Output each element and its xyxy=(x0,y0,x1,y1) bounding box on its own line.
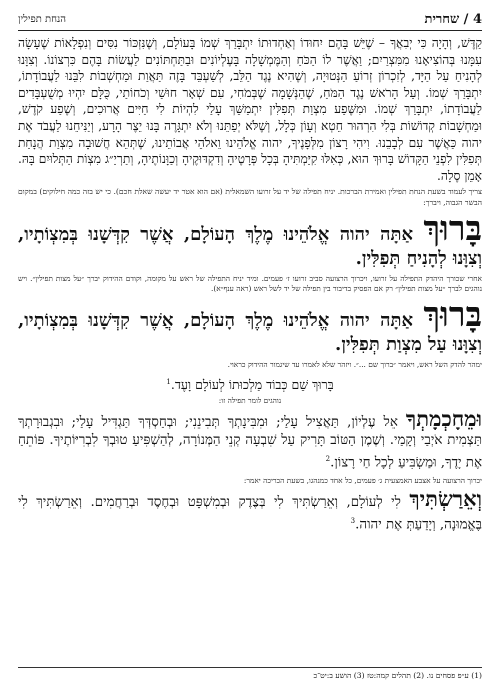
prayer-text: אֵל עֶלְיוֹן, תַּאֲצִיל עָלַי; וּמִבִּינָתְךָ תְּבִינֵנִי; וּבְחַסְדְּךָ תַּגְדִּיל עָלַי; וּבִגְבוּרָתְךָ תַּצְמִית אֹיְבַי וְקָמַי. וְשֶׁמֶן הַטּוֹב תָּרִיק עַל שִׁבְעָה קְנֵי הַמְּנוֹרָה, לְהַשְׁפִּיעַ טוּבְךָ לִבְרִיּוֹתֶיךָ. פּוֹתֵחַ אֶת יָדֶךָ, וּמַשְׂבִּיעַ לְכָל חַי רָצוֹן. xyxy=(18,415,482,471)
prayer-opening-word: וְאֵרַשְׂתִּיךְ xyxy=(409,485,482,511)
page-label: 4 / שחרית xyxy=(424,12,482,27)
prayer-text: לִי לְעוֹלָם, וְאֵרַשְׂתִּיךְ לִי בְּצֶדֶק וּבְמִשְׁפָּט וּבְחֶסֶד וּבְרַחֲמִים. וְאֵרַשְׂתִּיךְ לִי בֶּאֱמוּנָה, וְיָדַעַתְּ אֶת יהוה. xyxy=(18,494,482,533)
blessing-opening-word: בָּרוּךְ xyxy=(423,295,482,336)
instruction-note-4: נוהגים לומר תפילה זו: xyxy=(218,396,282,406)
blessing-text: אַתָּה יהוה אֱלֹהֵינוּ מֶלֶךְ הָעוֹלָם, אֲשֶׁר קִדְּשָׁנוּ בְּמִצְוֹתָיו, וְצִוָּנוּ עַל מִצְוַת תְּפִלִּין. xyxy=(18,310,482,356)
instruction-note-3: ימהר להדק השל ראש, ויאמר ״ברוך שם ...״. ויזהר שלא לאמרו עד שיגמור ההידוק כראוי. xyxy=(227,360,482,370)
instruction-note-5: יכרוך הרצועה על אצבע האמצעית ג׳ פעמים, כל אחד כמנהגו, בשעת הכריכה יאמר: xyxy=(243,475,482,485)
page-footnotes: (1) ע״פ פסחים נו. (2) תהלים קמה:טז (3) הושע ב:יט־כ xyxy=(18,667,482,680)
blessing-text: אַתָּה יהוה אֱלֹהֵינוּ מֶלֶךְ הָעוֹלָם, אֲשֶׁר קִדְּשָׁנוּ בְּמִצְוֹתָיו, וְצִוָּנוּ לְהָנִיחַ תְּפִלִּין. xyxy=(18,224,482,270)
main-paragraph: קַדֶּשׁ, וְהָיָה כִּי יְבִאֲךָ – שֶׁיֵּשׁ בָּהֶם יִחוּדוֹ וְאַחְדוּתוֹ יִתְבָּרַךְ שְׁמוֹ בָּעוֹלָם, וְשֶׁנִּזְכּוֹר נִסִּים וְנִפְלָאוֹת שֶׁעָשָׂה עִמָּנוּ בְּהוֹצִיאָנוּ מִמִּצְרַיִם; וַאֲשֶׁר לוֹ הַכֹּחַ וְהַמֶּמְשָׁלָה בָּעֶלְיוֹנִים וּבַתַּחְתּוֹנִים לַעֲשׂוֹת בָּהֶם כִּרְצוֹנוֹ. וְצִוָּנוּ לְהָנִיחַ עַל הַיָּד, לְזִכְרוֹן זְרוֹעַ הַנְּטוּיָה, וְשֶׁהִיא נֶגֶד הַלֵּב, לְשַׁעְבֵּד בָּזֶה תַּאֲוַת וּמַחְשְׁבוֹת לִבֵּנוּ לַעֲבוֹדָתוֹ, יִתְבָּרַךְ שְׁמוֹ. וְעַל הָרֹאשׁ נֶגֶד הַמֹּחַ, שֶׁהַנְּשָׁמָה שֶׁבְּמֹחִי, עִם שְׁאָר חוּשַׁי וְכֹחוֹתַי, כֻּלָּם יִהְיוּ מְשֻׁעְבָּדִים לַעֲבוֹדָתוֹ, יִתְבָּרַךְ שְׁמוֹ. וּמִשֶּׁפַע מִצְוַת תְּפִלִּין יִתְמַשֵּׁךְ עָלַי לִהְיוֹת לִי חַיִּים אֲרוּכִים, וְשֶׁפַע קֹדֶשׁ, וּמַחְשָׁבוֹת קְדוֹשׁוֹת בְּלִי הִרְהוּר חֵטְא וְעָוֹן כְּלָל, וְשֶׁלֹּא יְפַתֵּנוּ וְלֹא יִתְגָּרֶה בָּנוּ יֵצֶר הָרָע, וְיַנִּיחֵנוּ לַעֲבֹד אֶת יהוה כַּאֲשֶׁר עִם לְבָבֵנוּ. וִיהִי רָצוֹן מִלְּפָנֶיךָ, יהוה אֱלֹהֵינוּ וֵאלֹהֵי אֲבוֹתֵינוּ, שֶׁתְּהֵא חֲשׁוּבָה מִצְוַת הֲנָחַת תְּפִלִּין לִפְנֵי הַקָּדוֹשׁ בָּרוּךְ הוּא, כְּאִלּוּ קִיַּמְתִּיהָ בְּכָל פְּרָטֶיהָ וְדִקְדּוּקֶיהָ וְכַוָּנוֹתֶיהָ, וְתַרְיַ״ג מִצְוֹת הַתְּלוּיִם בָּהּ. אָמֵן סֶלָה. xyxy=(18,36,482,183)
footnote-marker: 3 xyxy=(350,516,356,525)
prayer-veirastich xyxy=(18,485,482,534)
baruch-shem-text: בָּרוּךְ שֵׁם כְּבוֹד מַלְכוּתוֹ לְעוֹלָם וָעֶד. xyxy=(170,377,334,393)
baruch-shem-line xyxy=(18,374,482,393)
page-header xyxy=(18,8,482,31)
blessing-tefillin-rosh xyxy=(18,295,482,357)
footnote-marker: 1 xyxy=(166,378,171,387)
prayer-opening-word: וּמֵחָכְמָתְךָ xyxy=(405,406,482,432)
instruction-note-1: צריך לעמוד בשעת הנחת תפילין ואמירת הברכות. יניח תפילה של יד על זרועו השמאלית (אם הוא אטר יד יעשה שאלת חכם). כי יש בזה כמה חילוקים) במקום הבשר הגבוה, ויברך: xyxy=(18,187,482,207)
instruction-note-2: אחרי שכורך היהדק התפילה על זרועו, ויכרוך הרצועה סביב זרועו ז׳ פעמים. ומיד יניח התפילה של ראש על מקומה, וקודם ההידוק יברך ״על מצות תפילין״. ויש נוהגים לברך ״על מצות תפילין״ רק אם הפסיק בדיבור בין תפילה של יד לשל ראש (ראה ענף״א). xyxy=(18,274,482,294)
running-title: הנחת תפילין xyxy=(18,13,67,25)
prayer-mechochmatcha xyxy=(18,406,482,472)
page xyxy=(18,8,482,684)
blessing-opening-word: בָּרוּךְ xyxy=(423,209,482,250)
blessing-tefillin-yad xyxy=(18,209,482,271)
footnote-marker: 2 xyxy=(325,455,331,464)
